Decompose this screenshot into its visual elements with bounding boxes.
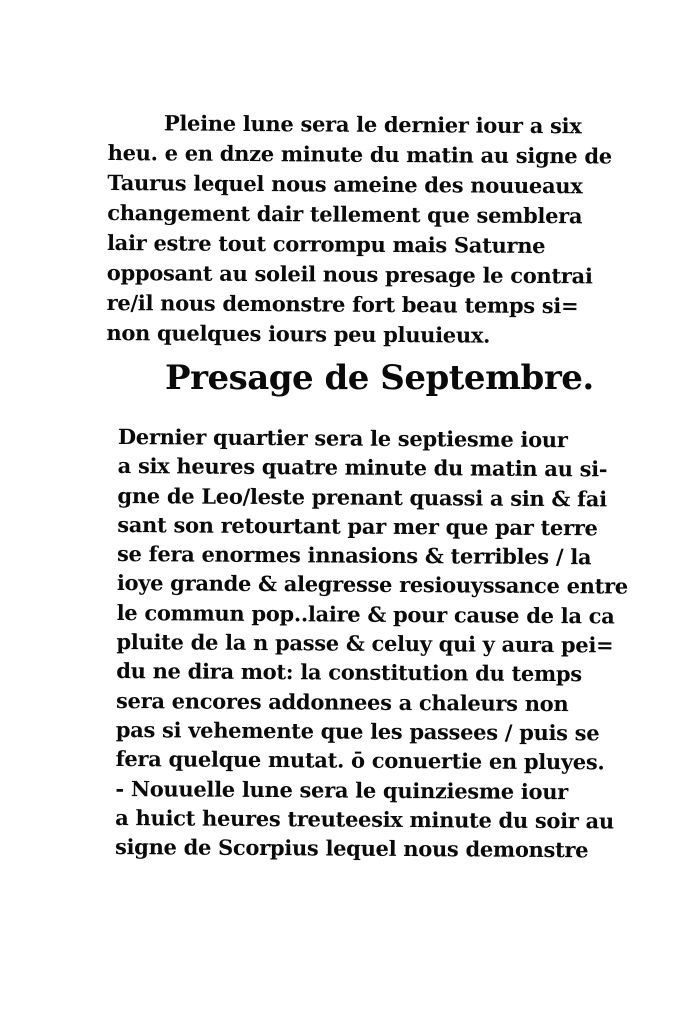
text-line: pluite de la n passe & celuy qui y aura pei= <box>116 629 614 658</box>
paragraph-september <box>115 422 638 865</box>
text-line: - Nouuelle lune sera le quinziesme iour <box>115 775 569 804</box>
text-line: a huict heures treuteesix minute du soir au <box>115 804 614 834</box>
text-line: changement dair tellement que semblera <box>107 199 583 229</box>
text-line: Taurus lequel nous ameine des nouueaux <box>107 169 583 199</box>
text-line: du ne dira mot: la constitution du temps <box>116 658 582 687</box>
text-line: ioye grande & alegresse resiouyssance entre <box>116 570 628 600</box>
text-line: le commun pop..laire & pour cause de la ca <box>116 599 615 629</box>
text-line: re/il nous demonstre fort beau temps si= <box>106 289 579 319</box>
text-line: lair estre tout corrompu mais Saturne <box>106 229 546 259</box>
text-line: sera encores addonnees a chaleurs non <box>115 687 569 716</box>
text-line: Dernier quartier sera le septiesme iour <box>117 423 568 453</box>
text-line: a six heures quatre minute du matin au si- <box>117 453 608 482</box>
text-line: Pleine lune sera le dernier iour a six <box>163 110 582 139</box>
text-line: gne de Leo/leste prenant quassi a sin & fai <box>117 482 607 512</box>
text-line: pas si vehemente que les passees / puis se <box>115 716 600 746</box>
text-line: fera quelque mutat. ō conuertie en pluyes. <box>115 746 605 775</box>
text-line: sant son retourtant par mer que par terre <box>117 511 598 541</box>
text-line: opposant au soleil nous presage le contrai <box>106 259 593 289</box>
text-line: signe de Scorpius lequel nous demonstre <box>114 834 589 863</box>
text-line: se fera enormes innasions & terribles / la <box>116 541 592 570</box>
section-heading: Presage de Septembre. <box>165 358 594 398</box>
text-line: heu. e en dnze minute du matin au signe de <box>107 139 612 169</box>
paragraph-full-moon <box>106 108 628 352</box>
text-line: non quelques iours peu pluuieux. <box>106 319 491 348</box>
